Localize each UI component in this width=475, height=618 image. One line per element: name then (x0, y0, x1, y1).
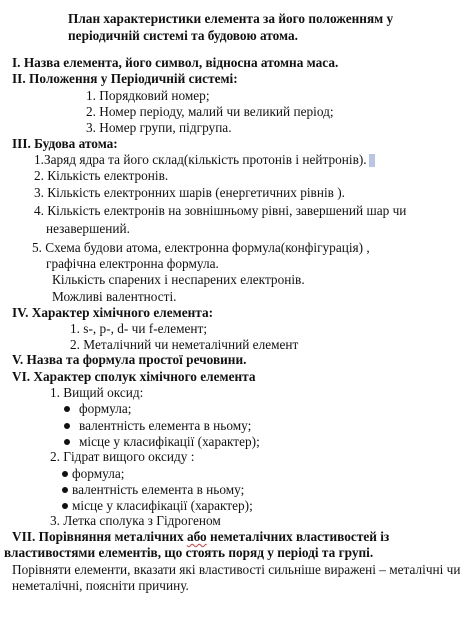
list-item-text: 1.Заряд ядра та його склад(кількість протонів і нейтронів). (34, 152, 367, 167)
list-item-text: валентність елемента в ньому; (79, 418, 252, 433)
spellcheck-word: або (186, 529, 207, 544)
list-item (34, 152, 375, 168)
list-item-text: місце у класифікації (характер); (79, 434, 260, 449)
section-3-heading: III. Будова атома: (12, 136, 118, 151)
list-item: 3. Номер групи, підгрупа. (86, 120, 232, 135)
list-item-continuation: Кількість спарених і неспарених електронів. (52, 272, 305, 287)
section-7-text: VII. Порівняння металічних (12, 529, 187, 544)
section-5-heading: V. Назва та формула простої речовини. (12, 352, 247, 367)
list-item: 4. Кількість електронів на зовнішньому рівні, завершений шар чи (34, 203, 407, 218)
bullet-icon (62, 487, 68, 493)
section-7-heading (12, 529, 389, 545)
list-item: 3. Кількість електронних шарів (енергетичних рівнів ). (34, 185, 345, 200)
section-1-heading: I. Назва елемента, його символ, відносна атомна маса. (12, 55, 339, 70)
list-item-continuation: незавершений. (46, 221, 130, 236)
bullet-icon (64, 423, 70, 429)
section-7-text: неметалічних властивостей із (206, 529, 390, 544)
document-title: План характеристики елемента за його положенням у періодичній системі та будовою атома. (68, 11, 394, 43)
section-4-heading: IV. Характер хімічного елемента: (12, 305, 214, 320)
list-item-text: формула; (72, 466, 125, 481)
sublist-heading: 3. Летка сполука з Гідрогеном (50, 513, 221, 528)
list-item: 2. Металічний чи неметалічний елемент (70, 337, 299, 352)
sublist-heading: 1. Вищий оксид: (50, 385, 144, 400)
bullet-icon (64, 406, 70, 412)
bullet-icon (62, 471, 68, 477)
list-item-text: формула; (79, 401, 132, 416)
list-item (62, 498, 253, 514)
bullet-icon (62, 503, 68, 509)
list-item-continuation: Можливі валентності. (52, 289, 177, 304)
section-7-paragraph: Порівняти елементи, вказати які властивості сильніше виражені – металічні чи неметалічні, поясніти причину. (12, 562, 461, 593)
list-item: 1. s-, p-, d- чи f-елемент; (70, 321, 208, 336)
list-item (64, 401, 131, 417)
list-item-text: валентність елемента в ньому; (72, 482, 245, 497)
section-6-heading: VI. Характер сполук хімічного елемента (12, 369, 256, 384)
section-2-heading: II. Положення у Періодичній системі: (12, 71, 238, 86)
list-item (62, 466, 124, 482)
list-item: 1. Порядковий номер; (86, 88, 210, 103)
list-item: 2. Номер періоду, малий чи великий період; (86, 104, 334, 119)
bullet-icon (64, 439, 70, 445)
list-item: 2. Кількість електронів. (34, 168, 169, 183)
list-item (62, 482, 244, 498)
list-item: 5. Схема будови атома, електронна формула(конфігурація) , (32, 240, 370, 255)
list-item-text: місце у класифікації (характер); (72, 498, 253, 513)
section-7-heading-continuation: властивостями елементів, що стоять поряд у періоді та групі. (4, 545, 374, 560)
sublist-heading: 2. Гідрат вищого оксиду : (50, 449, 195, 464)
list-item (64, 434, 260, 450)
list-item-continuation: графічна електронна формула. (46, 256, 219, 271)
list-item (64, 418, 251, 434)
text-cursor (369, 154, 375, 167)
